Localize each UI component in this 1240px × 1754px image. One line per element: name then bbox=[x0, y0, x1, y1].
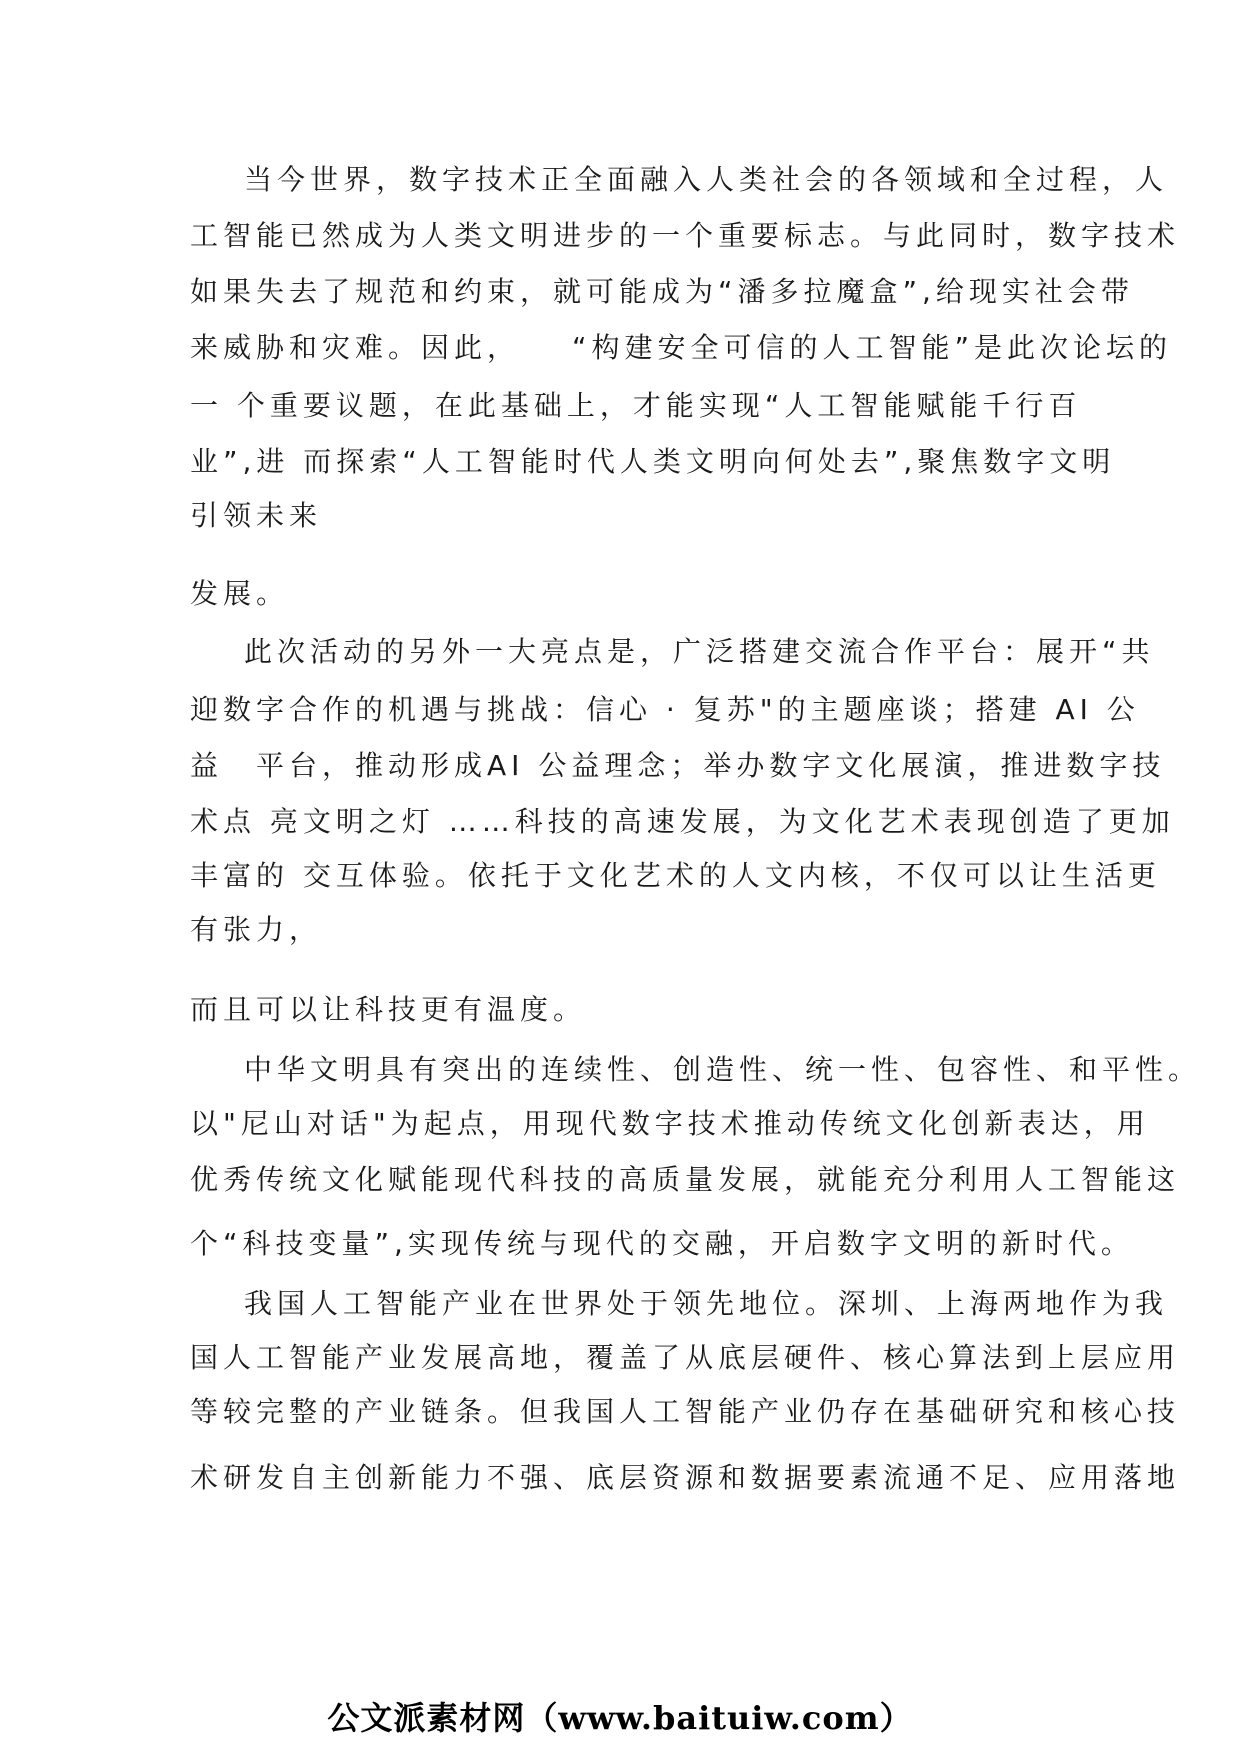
paragraph-line: 益 平台，推动形成AI 公益理念；举办数字文化展演，推进数字技 bbox=[190, 749, 1166, 782]
paragraph-line: 我国人工智能产业在世界处于领先地位。深圳、上海两地作为我 bbox=[244, 1287, 1169, 1320]
paragraph-line: 个“科技变量”,实现传统与现代的交融，开启数字文明的新时代。 bbox=[190, 1227, 1134, 1260]
paragraph-line: 迎数字合作的机遇与挑战：信心 · 复苏"的主题座谈；搭建 AI 公 bbox=[190, 693, 1140, 726]
paragraph-line: 来威胁和灾难。因此， “构建安全可信的人工智能”是此次论坛的 bbox=[190, 331, 1173, 364]
paragraph-line: 术点 亮文明之灯 ……科技的高速发展，为文化艺术表现创造了更加 bbox=[190, 805, 1175, 838]
paragraph-line: 而且可以让科技更有温度。 bbox=[190, 993, 587, 1026]
paragraph-line: 当今世界，数字技术正全面融入人类社会的各领域和全过程，人 bbox=[244, 163, 1169, 196]
paragraph-line: 以"尼山对话"为起点，用现代数字技术推动传统文化创新表达，用 bbox=[190, 1107, 1150, 1140]
paragraph-line: 丰富的 交互体验。依托于文化艺术的人文内核，不仅可以让生活更 bbox=[190, 859, 1161, 892]
paragraph-line: 引领未来 bbox=[190, 499, 323, 532]
footer-watermark: 公文派素材网（www.baituiw.com） bbox=[327, 1699, 913, 1737]
paragraph-line: 工智能已然成为人类文明进步的一个重要标志。与此同时，数字技术 bbox=[190, 219, 1181, 252]
paragraph-line: 国人工智能产业发展高地，覆盖了从底层硬件、核心算法到上层应用 bbox=[190, 1341, 1181, 1374]
paragraph-line: 中华文明具有突出的连续性、创造性、统一性、包容性、和平性。 bbox=[244, 1053, 1202, 1086]
paragraph-line: 如果失去了规范和约束，就可能成为“潘多拉魔盒”,给现实社会带 bbox=[190, 275, 1134, 308]
paragraph-line: 等较完整的产业链条。但我国人工智能产业仍存在基础研究和核心技 bbox=[190, 1395, 1181, 1428]
paragraph-line: 优秀传统文化赋能现代科技的高质量发展，就能充分利用人工智能这 bbox=[190, 1163, 1181, 1196]
paragraph-line: 发展。 bbox=[190, 577, 290, 610]
paragraph-line: 术研发自主创新能力不强、底层资源和数据要素流通不足、应用落地 bbox=[190, 1461, 1181, 1494]
paragraph-line: 此次活动的另外一大亮点是，广泛搭建交流合作平台：展开“共 bbox=[244, 635, 1155, 668]
paragraph-line: 有张力， bbox=[190, 913, 323, 946]
paragraph-line: 一 个重要议题，在此基础上，才能实现“人工智能赋能千行百 bbox=[190, 389, 1082, 422]
paragraph-line: 业”,进 而探索“人工智能时代人类文明向何处去”,聚焦数字文明 bbox=[190, 445, 1116, 478]
